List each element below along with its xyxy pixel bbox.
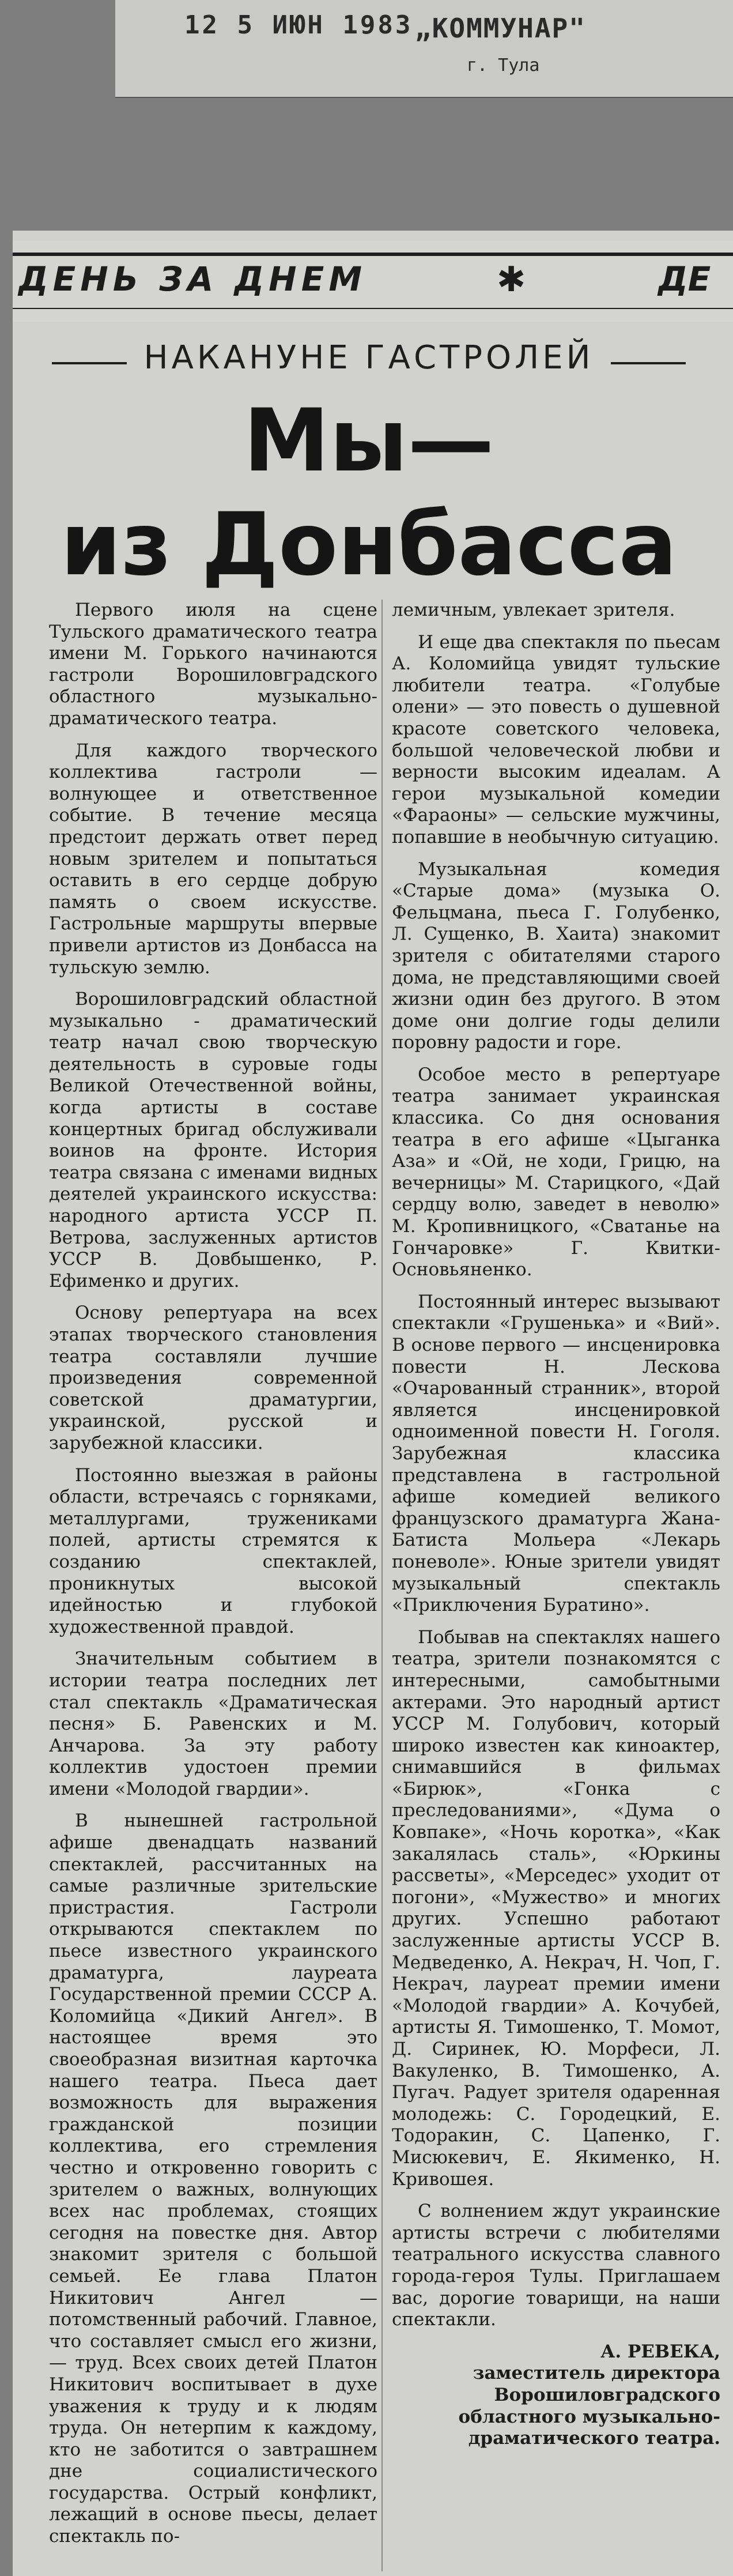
paragraph: С волнением ждут украинские артисты встречи с любителями театрального искусства славного города-героя Тулы. Приглашаем вас, дорогие товарищи, на наши спектакли. [392,2201,720,2330]
stamp-date: 12 5 ИЮН 1983 [184,10,413,40]
author-signature: А. РЕВЕКА, [600,2341,720,2362]
star-icon: ✱ [497,259,526,300]
article-column-left [49,600,377,2558]
paragraph: Ворошиловградский областной музыкально - драматический театр начал свою творческую деятельность в суровые годы Великой Отечественной войны, когда артисты в составе концертных бригад обслуживали воинов на фронте. История театра связана с именами видных деятелей украинского искусства: народного артиста УССР П. Ветрова, заслуженных артистов УССР В. Довбышенко, Р. Ефименко и других. [49,989,377,1291]
stamp-city: г. Тула [467,55,540,76]
kicker-line-left [52,362,127,364]
headline-line-2: из Донбасса [61,495,677,595]
paragraph: И еще два спектакля по пьесам А. Коломийца увидят тульские любители театра. «Голубые олени» — это повесть о душевной красоте советского человека, большой человеческой любви и верности высоким идеалам. А герои музыкальной комедии «Фараоны» — сельские мужчины, попавшие в необычную ситуацию. [392,631,720,848]
paragraph: Основу репертуара на всех этапах творческого становления театра составляли лучшие произведения современной советской драматургии, украинской, русской и зарубежной классики. [49,1302,377,1453]
paragraph: Постоянный интерес вызывают спектакли «Грушенька» и «Вий». В основе первого — инсценировка повести Н. Лескова «Очарованный странник», второй является инсценировкой одноименной повести Н. Гоголя. Зарубежная классика представлена в гастрольной афише комедией великого французского драматурга Жана-Батиста Мольера «Лекарь поневоле». Юные зрители увидят музыкальный спектакль «Приключения Буратино». [392,1291,720,1616]
author-position: заместитель директора Ворошиловградского областного музыкально-драматического театра. [458,2363,720,2449]
stamp-rule [115,97,733,98]
paragraph: Особое место в репертуаре театра занимает украинская классика. Со дня основания театра в его афише «Цыганка Аза» и «Ой, не ходи, Грицю, на вечерницы» М. Старицкого, «Дай сердцу волю, заведет в неволю» М. Кропивницкого, «Сватанье на Гончаровке» Г. Квитки-Основьяненко. [392,1064,720,1281]
column-divider [381,600,383,2571]
header-band [13,253,733,309]
paragraph: Значительным событием в истории театра последних лет стал спектакль «Драматическая песня» Б. Равенских и М. Анчарова. За эту работу коллектив удостоен премии имени «Молодой гвардии». [49,1648,377,1799]
section-header [13,241,733,322]
paragraph: В нынешней гастрольной афише двенадцать названий спектаклей, рассчитанных на самые различные зрительские пристрастия. Гастроли открываются спектаклем по пьесе известного украинского драматурга, лауреата Государственной премии СССР А. Коломийца «Дикий Ангел». В настоящее время это своеобразная визитная карточка нашего театра. Пьеса дает возможность для выражения гражданской позиции коллектива, его стремления честно и откровенно говорить с зрителем о важных, волнующих всех нас проблемах, стоящих сегодня на повестке дня. Автор знакомит зрителя с большой семьей. Ее глава Платон Никитович Ангел — потомственный рабочий. Главное, что составляет смысл его жизни, — труд. Всех своих детей Платон Никитович воспитывает в духе уважения к труду и к людям труда. Он нетерпим к каждому, кто не заботится о завтрашнем дне социалистического государства. Острый конфликт, лежащий в основе пьесы, делает спектакль по- [49,1810,377,2547]
kicker-text: НАКАНУНЕ ГАСТРОЛЕЙ [143,339,594,376]
paragraph: Побывав на спектаклях нашего театра, зрители познакомятся с интересными, самобытными актерами. Это народный артист УССР М. Голубович, который широко известен как киноактер, снимавшийся в фильмах «Бирюк», «Гонка с преследованиями», «Дума о Ковпаке», «Ночь коротка», «Как закалялась сталь», «Юркины рассветы», «Мерседес» уходит от погони», «Мужество» и многих других. Успешно работают заслуженные артисты УССР В. Медведенко, А. Некрач, Н. Чоп, Г. Некрач, лауреат премии имени «Молодой гвардии» А. Кочубей, артисты Я. Тимошенко, Т. Момот, Д. Сиринек, Ю. Морфеси, Л. Вакуленко, В. Тимошенко, А. Пугач. Радует зрителя одаренная молодежь: С. Городецкий, Е. Тодоракин, С. Цапенко, Г. Мисюкевич, Е. Якименко, Н. Кривошея. [392,1626,720,2190]
paragraph: Постоянно выезжая в районы области, встречаясь с горняками, металлургами, тружениками полей, артисты стремятся к созданию спектаклей, проникнутых высокой идейностью и глубокой художественной правдой. [49,1464,377,1637]
article-column-right [392,600,720,2450]
paragraph: Первого июля на сцене Тульского драматического театра имени М. Горького начинаются гастроли Ворошиловградского областного музыкально-драматического театра. [49,600,377,729]
section-title-repeat: ДЕ [658,259,711,299]
kicker [52,339,686,385]
paragraph: лемичным, увлекает зрителя. [392,600,675,620]
paragraph: Музыкальная комедия «Старые дома» (музыка О. Фельцмана, пьеса Г. Голубенко, Л. Сущенко, В. Хаита) знакомит зрителя с обитателями старого дома, не представляющими своей жизни один без другого. В этом доме они долгие годы делили поровну радости и горе. [392,858,720,1053]
archive-stamp [115,0,733,98]
kicker-line-right [611,362,686,364]
paragraph: Для каждого творческого коллектива гастроли — волнующее и ответственное событие. В течение месяца предстоит держать ответ перед новым зрителем и попытаться оставить в его сердце добрую память о своем искусстве. Гастрольные маршруты впервые привели артистов из Донбасса на тульскую землю. [49,740,377,978]
headline-line-1: Мы— [243,391,494,491]
stamp-newspaper: „КОММУНАР" [415,13,586,44]
section-title: ДЕНЬ ЗА ДНЕМ [18,259,367,299]
